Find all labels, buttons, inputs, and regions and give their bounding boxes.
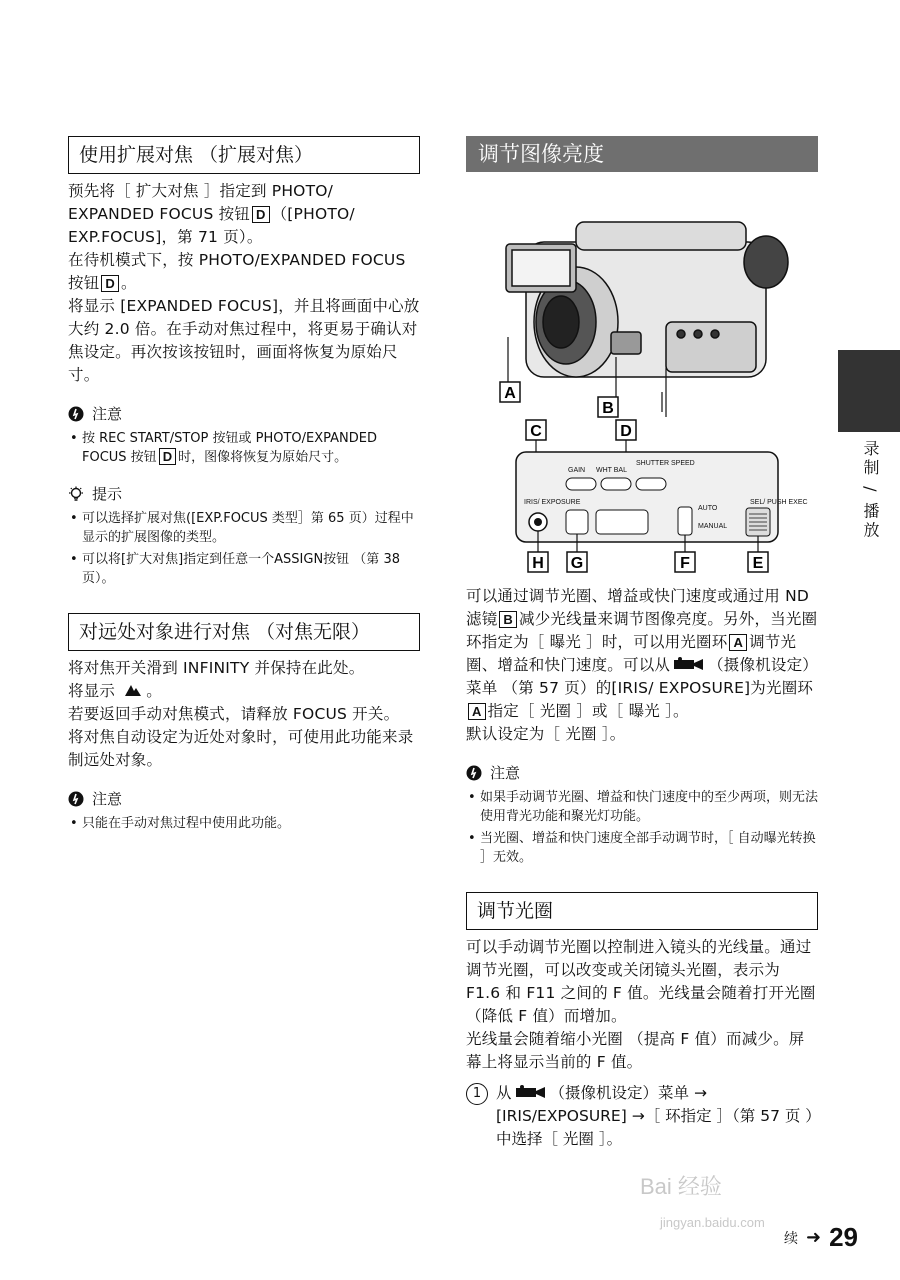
list-item: • 当光圈、增益和快门速度全部手动调节时，［ 自动曝光转换 ］无效。 <box>466 829 818 867</box>
manual-label: MANUAL <box>698 523 728 530</box>
mountain-icon <box>124 683 142 697</box>
paragraph: 在待机模式下，按 PHOTO/EXPANDED FOCUS 按钮 D 。 <box>68 251 406 292</box>
whtbal-label: WHT BAL <box>596 467 627 474</box>
note-icon <box>68 406 84 422</box>
paragraph: 将显示 [EXPANDED FOCUS]，并且将画面中心放大约 2.0 倍。在手动对焦过程中，将更易于确认对焦设定。再次按该按钮时，画面将恢复为原始尺寸。 <box>68 297 420 384</box>
step-1: 1 从 （摄像机设定）菜单 → [IRIS/EXPOSURE] →［ 环指定 ］（第 57 页 ）中选择［ 光圈 ］。 <box>466 1082 818 1151</box>
note-heading: 注意 <box>68 788 420 810</box>
label-h: H <box>532 555 544 572</box>
label-e: E <box>752 555 764 572</box>
note-heading: 注意 <box>466 762 818 784</box>
continue-label: 续 <box>783 1230 798 1247</box>
label-d-key: D <box>159 448 176 465</box>
paragraph: 默认设定为［ 光圈 ］。 <box>466 725 626 743</box>
note-list <box>68 814 420 833</box>
label-c: C <box>530 423 542 440</box>
side-tab-label: 录制 / 播放 <box>861 440 880 541</box>
list-item: • 如果手动调节光圈、增益和快门速度中的至少两项，则无法使用背光功能和聚光灯功能。 <box>466 788 818 826</box>
iris-label: IRIS/ EXPOSURE <box>524 499 581 506</box>
paragraph: 可以通过调节光圈、增益或快门速度或通过用 ND 滤镜 B 减少光线量来调节图像亮度。另外，当光圈环指定为［ 曝光 ］时，可以用光圈环 A 调节光圈、增益和快门速度。可以从 （摄像机设定）菜单 （第 57 页）的[IRIS/ EXPOSURE]为光圈环A 指定［ 光圈 ］或［ 曝光 ］。 <box>466 587 819 720</box>
paragraph: 可以手动调节光圈以控制进入镜头的光线量。通过调节光圈，可以改变或关闭镜头光圈，表示为 F1.6 和 F11 之间的 F 值。光线量会随着打开光圈 （降低 F 值）而增加。 <box>466 938 816 1025</box>
label-b-key: B <box>499 611 517 628</box>
control-panel-detail <box>516 452 808 542</box>
note-list <box>68 429 420 467</box>
right-column <box>466 136 818 1151</box>
list-item: • 可以选择扩展对焦([EXP.FOCUS 类型］第 65 页）过程中显示的扩展图像的类型。 <box>68 509 420 547</box>
camcorder-illustration <box>506 222 788 377</box>
paragraph: 光线量会随着缩小光圈 （提高 F 值）而减少。屏幕上将显示当前的 F 值。 <box>466 1030 805 1071</box>
label-d: D <box>620 423 632 440</box>
tip-heading: 提示 <box>68 483 420 505</box>
gain-label: GAIN <box>568 467 586 474</box>
paragraph: 预先将［ 扩大对焦 ］指定到 PHOTO/ EXPANDED FOCUS 按钮 D （[PHOTO/ EXP.FOCUS]，第 71 页）。 <box>68 182 355 246</box>
arrow-right-icon: ➜ <box>805 1227 822 1248</box>
list-item: • 按 REC START/STOP 按钮或 PHOTO/EXPANDED FOCUS 按钮 D 时，图像将恢复为原始尺寸。 <box>68 429 420 467</box>
page-number: 29 <box>829 1222 858 1252</box>
label-a: A <box>504 385 516 402</box>
note-icon <box>466 765 482 781</box>
note-icon <box>68 791 84 807</box>
note-list <box>466 788 818 867</box>
label-d-key: D <box>101 275 119 292</box>
section-heading-expanded-focus: 使用扩展对焦 （扩展对焦） <box>68 136 420 174</box>
label-a-key: A <box>468 703 486 720</box>
section-heading-infinity-focus: 对远处对象进行对焦 （对焦无限） <box>68 613 420 651</box>
label-b: B <box>602 400 614 417</box>
section-heading-brightness: 调节图像亮度 <box>466 136 818 172</box>
watermark-brand: Bai 经验 <box>640 1174 722 1199</box>
camera-settings-icon <box>672 657 706 671</box>
paragraph: 将显示 。 <box>68 682 162 700</box>
paragraph: 将对焦自动设定为近处对象时，可使用此功能来录制远处对象。 <box>68 728 414 769</box>
note-heading: 注意 <box>68 403 420 425</box>
side-tab-marker <box>838 350 900 432</box>
paragraph: 将对焦开关滑到 INFINITY 并保持在此处。 <box>68 659 365 677</box>
lightbulb-icon <box>68 486 84 502</box>
camera-settings-icon <box>514 1085 548 1099</box>
label-f: F <box>680 555 690 572</box>
paragraph: 若要返回手动对焦模式，请释放 FOCUS 开关。 <box>68 705 400 723</box>
list-item: • 可以将[扩大对焦]指定到任意一个ASSIGN按钮 （第 38 页）。 <box>68 550 420 588</box>
watermark-url: jingyan.baidu.com <box>660 1215 765 1230</box>
diagram-labels-bottom <box>528 552 768 572</box>
auto-label: AUTO <box>698 505 718 512</box>
tip-list <box>68 509 420 588</box>
section-heading-iris: 调节光圈 <box>466 892 818 930</box>
list-item: • 只能在手动对焦过程中使用此功能。 <box>68 814 420 833</box>
label-a-key: A <box>729 634 747 651</box>
camcorder-diagram <box>466 182 818 577</box>
label-g: G <box>570 555 584 572</box>
page-footer <box>784 1222 858 1253</box>
step-number: 1 <box>466 1083 488 1105</box>
shutter-label: SHUTTER SPEED <box>636 460 695 467</box>
left-column <box>68 136 420 836</box>
label-d-key: D <box>252 206 270 223</box>
sel-label: SEL/ PUSH EXEC <box>750 499 808 506</box>
